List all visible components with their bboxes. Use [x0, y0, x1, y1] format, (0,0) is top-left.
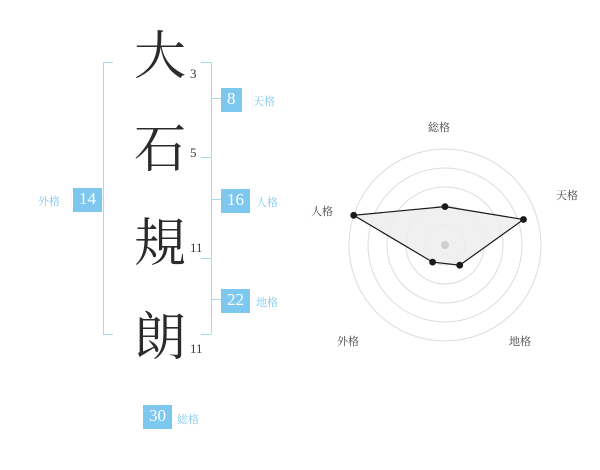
jinkaku-value: 16: [221, 189, 250, 213]
radar-label-soukaku: 総格: [428, 121, 450, 134]
name-character: 大: [134, 27, 187, 87]
name-character: 規: [134, 214, 187, 274]
name-character: 石: [134, 120, 187, 180]
jinkaku-bracket-vertical: [211, 157, 212, 258]
soukaku-value: 30: [143, 405, 172, 429]
gaikaku-bracket-top: [103, 62, 113, 63]
radar-series: [350, 203, 527, 268]
radar-label-jinkaku: 人格: [311, 205, 333, 218]
chikaku-bracket-bottom: [201, 334, 211, 335]
tenkaku-label: 天格: [253, 95, 275, 108]
radar-chart: [300, 0, 600, 470]
radar-label-chikaku: 地格: [509, 335, 531, 348]
tenkaku-value: 8: [221, 88, 242, 112]
radar-label-gaikaku: 外格: [337, 335, 359, 348]
chikaku-value: 22: [221, 289, 250, 313]
gaikaku-value: 14: [73, 188, 102, 212]
jinkaku-connector: [211, 199, 221, 200]
gaikaku-bracket-bottom: [103, 334, 113, 335]
chikaku-connector: [211, 299, 221, 300]
tenkaku-connector: [211, 98, 221, 99]
stroke-count: 11: [190, 240, 203, 255]
tenkaku-bracket-top: [201, 62, 211, 63]
tenkaku-bracket-vertical: [211, 62, 212, 157]
radar-data-point: [442, 203, 449, 210]
chikaku-label: 地格: [256, 296, 278, 309]
tenkaku-bracket-bottom: [201, 157, 211, 158]
radar-data-point: [429, 259, 436, 266]
radar-data-point: [456, 262, 463, 269]
radar-data-point: [520, 216, 527, 223]
name-character: 朗: [134, 308, 187, 368]
stroke-count: 5: [190, 145, 197, 160]
radar-label-tenkaku: 天格: [556, 189, 578, 202]
radar-chart-svg: [300, 0, 600, 470]
gaikaku-label: 外格: [38, 195, 60, 208]
stroke-count: 3: [190, 66, 197, 81]
jinkaku-label: 人格: [256, 196, 278, 209]
chikaku-bracket-vertical: [211, 258, 212, 334]
soukaku-label: 総格: [177, 413, 199, 426]
stroke-count: 11: [190, 341, 203, 356]
radar-data-point: [350, 212, 357, 219]
gaikaku-bracket-vertical: [103, 62, 104, 334]
jinkaku-bracket-bottom: [201, 258, 211, 259]
radar-center-dot: [441, 241, 449, 249]
